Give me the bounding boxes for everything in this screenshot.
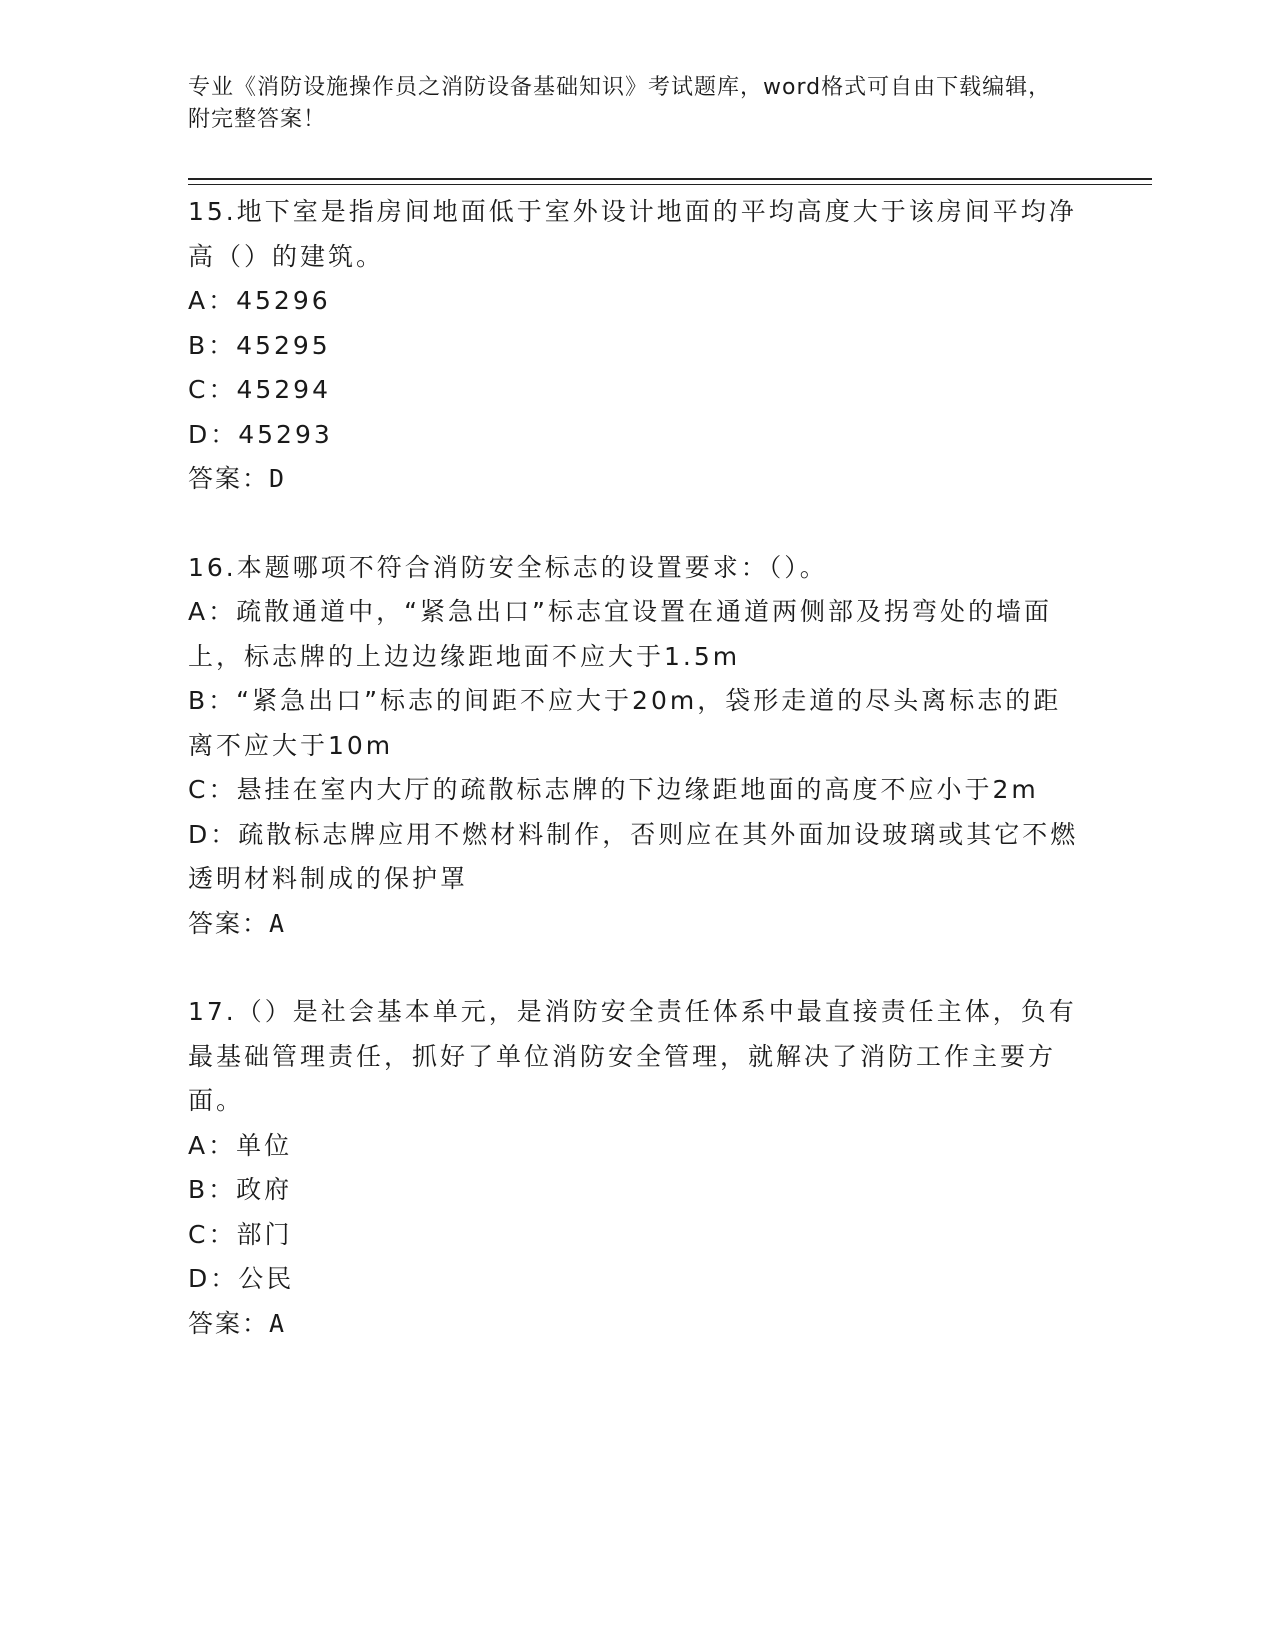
answer-value: A: [269, 1308, 286, 1338]
option-b: B：45295: [188, 330, 331, 360]
option-a: A：45296: [188, 286, 331, 315]
option-d: D：公民: [188, 1264, 295, 1293]
answer-line: [188, 1302, 1088, 1347]
question-list: [188, 190, 1088, 1390]
document-header: 专业《消防设施操作员之消防设备基础知识》考试题库，word格式可自由下载编辑，附完整答案！: [188, 75, 1052, 132]
answer-label: 答案：: [188, 464, 270, 493]
answer-value: A: [269, 908, 286, 938]
header-rule-thick: [188, 178, 1152, 180]
question-17: [188, 990, 1088, 1346]
answer-line: [188, 902, 1088, 947]
option-d: D：45293: [188, 419, 333, 449]
question-16: [188, 546, 1088, 947]
answer-value: D: [269, 464, 286, 493]
option-d: D：疏散标志牌应用不燃材料制作，否则应在其外面加设玻璃或其它不燃透明材料制成的保护罩: [188, 819, 1079, 893]
option-c: C：悬挂在室内大厅的疏散标志牌的下边缘距地面的高度不应小于2m: [188, 775, 1039, 804]
answer-line: [188, 457, 1088, 502]
answer-label: 答案：: [188, 1308, 270, 1338]
question-text: 16.本题哪项不符合消防安全标志的设置要求：（）。: [188, 552, 828, 582]
option-a: A：单位: [188, 1130, 293, 1160]
header-rule-thin: [188, 184, 1152, 185]
option-c: C：部门: [188, 1219, 293, 1249]
answer-label: 答案：: [188, 908, 270, 938]
option-b: B：“紧急出口”标志的间距不应大于20m，袋形走道的尽头离标志的距离不应大于10m: [188, 686, 1062, 760]
option-b: B：政府: [188, 1175, 293, 1204]
question-15: [188, 190, 1088, 502]
question-text: 17.（）是社会基本单元，是消防安全责任体系中最直接责任主体，负有最基础管理责任，抓好了单位消防安全管理，就解决了消防工作主要方面。: [188, 997, 1077, 1115]
option-a: A：疏散通道中，“紧急出口”标志宜设置在通道两侧部及拐弯处的墙面上，标志牌的上边边缘距地面不应大于1.5m: [188, 597, 1053, 671]
question-text: 15.地下室是指房间地面低于室外设计地面的平均高度大于该房间平均净高（）的建筑。: [188, 197, 1077, 271]
option-c: C：45294: [188, 375, 331, 404]
